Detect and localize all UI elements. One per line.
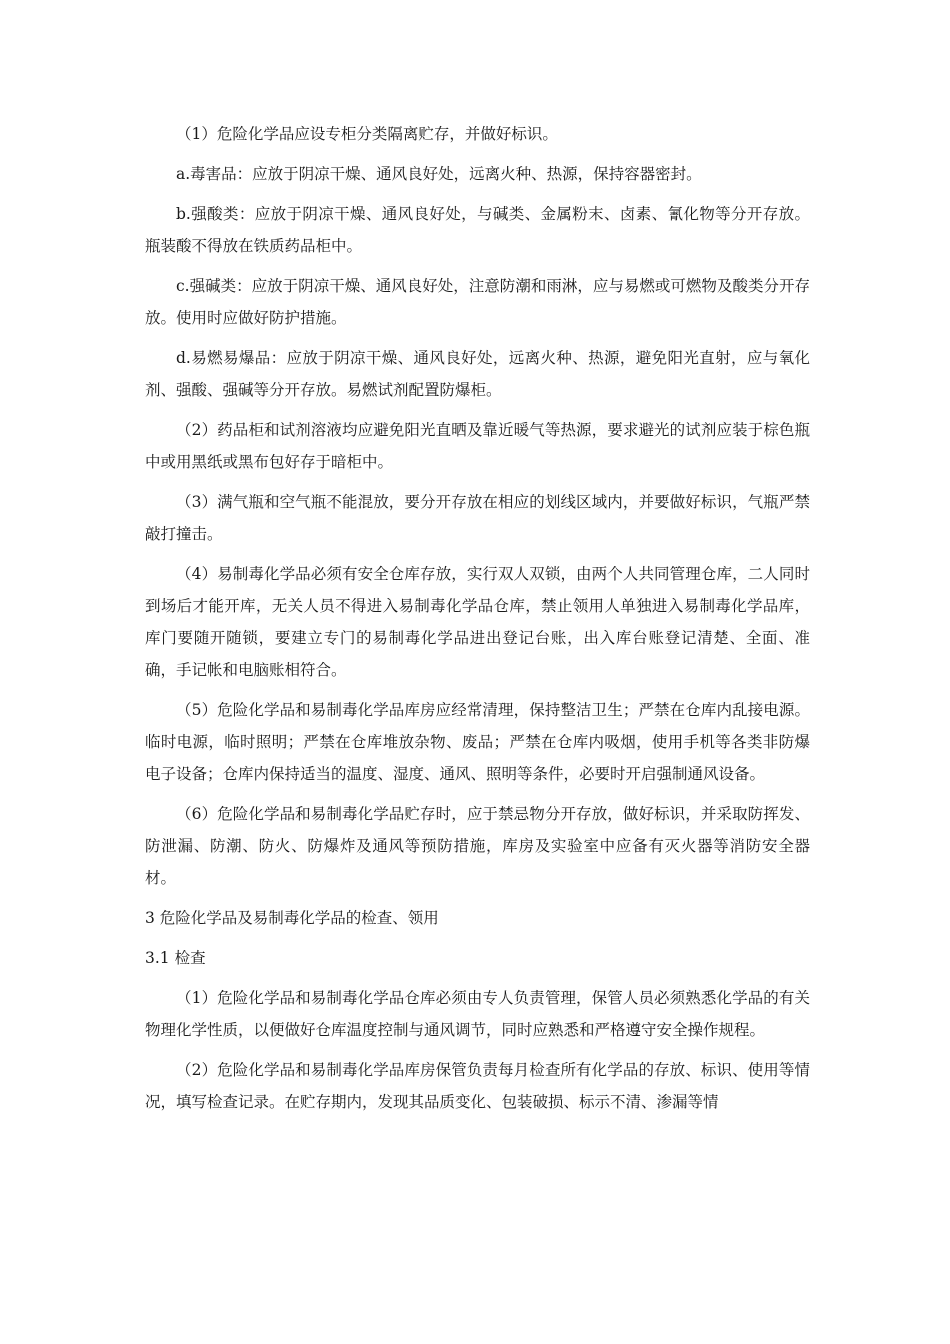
paragraph-p2: a.毒害品：应放于阴凉干燥、通风良好处，远离火种、热源，保持容器密封。: [176, 165, 702, 183]
paragraph-p1: （1）危险化学品应设专柜分类隔离贮存，并做好标识。: [176, 125, 558, 143]
subsection-heading-3-1: 3.1 检查: [145, 949, 206, 967]
paragraph-p5: d.易燃易爆品：应放于阴凉干燥、通风良好处，远离火种、热源，避免阳光直射，应与氧化剂、强酸、强碱等分开存放。易燃试剂配置防爆柜。: [145, 349, 810, 399]
paragraph-p8: （4）易制毒化学品必须有安全仓库存放，实行双人双锁，由两个人共同管理仓库，二人同时到场后才能开库，无关人员不得进入易制毒化学品仓库，禁止领用人单独进入易制毒化学品库，库门要随开随锁，要建立专门的易制毒化学品进出登记台账，出入库台账登记清楚、全面、准确，手记帐和电脑账相符合。: [145, 565, 810, 679]
paragraph-p4: c.强碱类：应放于阴凉干燥、通风良好处，注意防潮和雨淋，应与易燃或可燃物及酸类分开存放。使用时应做好防护措施。: [145, 277, 810, 327]
paragraph-p9: （5）危险化学品和易制毒化学品库房应经常清理，保持整洁卫生；严禁在仓库内乱接电源。临时电源，临时照明；严禁在仓库堆放杂物、废品；严禁在仓库内吸烟，使用手机等各类非防爆电子设备；仓库内保持适当的温度、湿度、通风、照明等条件，必要时开启强制通风设备。: [145, 701, 810, 783]
paragraph-p10: （6）危险化学品和易制毒化学品贮存时，应于禁忌物分开存放，做好标识，并采取防挥发、防泄漏、防潮、防火、防爆炸及通风等预防措施，库房及实验室中应备有灭火器等消防安全器材。: [145, 805, 810, 887]
paragraph-p6: （2）药品柜和试剂溶液均应避免阳光直晒及靠近暖气等热源，要求避光的试剂应装于棕色瓶中或用黑纸或黑布包好存于暗柜中。: [145, 421, 810, 471]
paragraph-p3: b.强酸类：应放于阴凉干燥、通风良好处，与碱类、金属粉末、卤素、氰化物等分开存放。瓶装酸不得放在铁质药品柜中。: [145, 205, 810, 255]
document-body: [145, 118, 810, 1126]
section-heading-3: 3 危险化学品及易制毒化学品的检查、领用: [145, 909, 439, 927]
paragraph-p11: （1）危险化学品和易制毒化学品仓库必须由专人负责管理，保管人员必须熟悉化学品的有关物理化学性质，以便做好仓库温度控制与通风调节，同时应熟悉和严格遵守安全操作规程。: [145, 989, 810, 1039]
paragraph-p7: （3）满气瓶和空气瓶不能混放，要分开存放在相应的划线区域内，并要做好标识，气瓶严禁敲打撞击。: [145, 493, 810, 543]
paragraph-p12: （2）危险化学品和易制毒化学品库房保管负责每月检查所有化学品的存放、标识、使用等情况，填写检查记录。在贮存期内，发现其品质变化、包装破损、标示不清、渗漏等情: [145, 1061, 810, 1111]
